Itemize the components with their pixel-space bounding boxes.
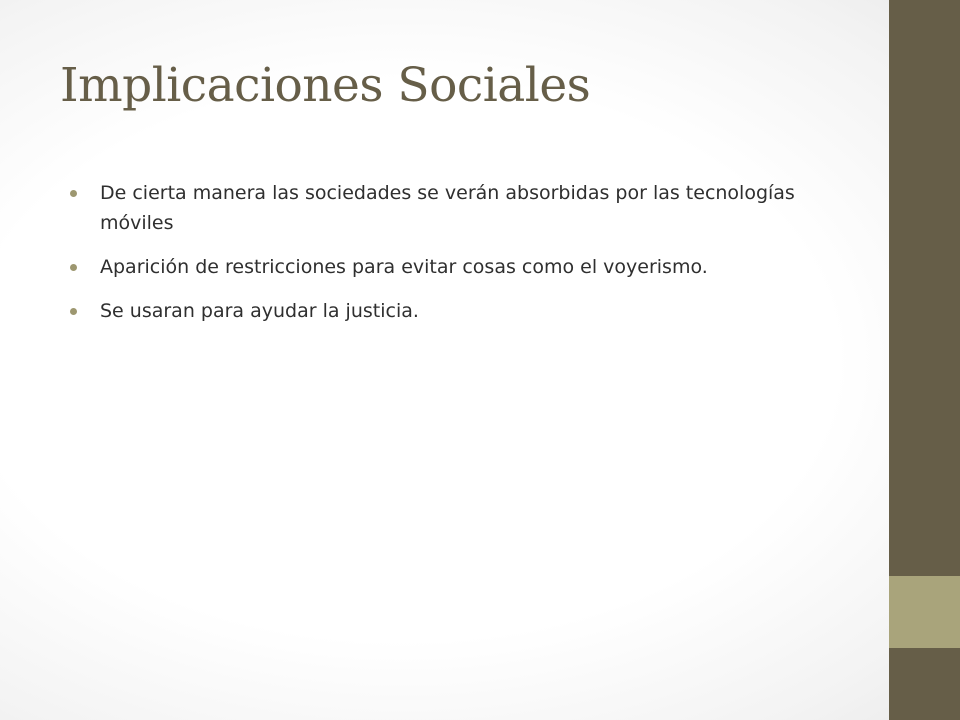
bullet-dot-icon [70,308,77,315]
bullet-text: Se usaran para ayudar la justicia. [100,300,419,322]
bullet-text: Aparición de restricciones para evitar cosas como el voyerismo. [100,256,708,278]
side-accent-block [889,576,960,648]
bullet-item [68,252,858,282]
slide-title: Implicaciones Sociales [60,58,591,113]
bullet-dot-icon [70,264,77,271]
bullet-item [68,178,858,238]
bullet-text: De cierta manera las sociedades se verán absorbidas por las tecnologías móviles [100,182,795,234]
bullet-dot-icon [70,190,77,197]
bullet-list [68,178,858,340]
bullet-item [68,296,858,326]
